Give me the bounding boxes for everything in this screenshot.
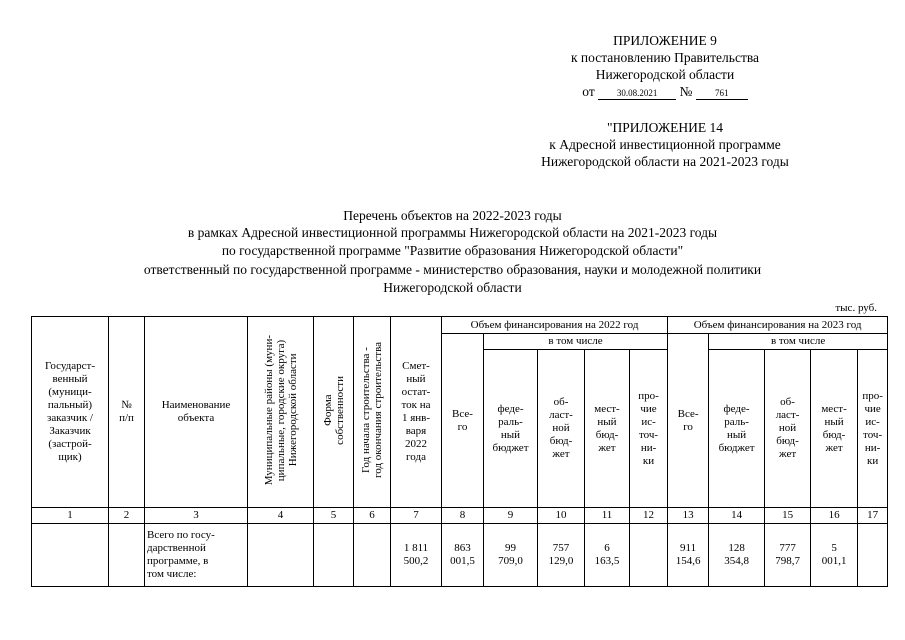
col-number: 14: [709, 508, 765, 524]
cell-num: [109, 524, 145, 587]
col-number: 15: [765, 508, 811, 524]
col-number: 10: [538, 508, 585, 524]
col-number: 7: [391, 508, 442, 524]
header-total-2022: Все- го: [442, 334, 484, 508]
header-federal-2022: феде- раль- ный бюджет: [484, 350, 538, 508]
doc-title-line1: Перечень объектов на 2022-2023 годы: [343, 208, 562, 223]
header-regional-2023: об- ласт- ной бюд- жет: [765, 350, 811, 508]
appendix-14-line3: Нижегородской области на 2021-2023 годы: [541, 154, 789, 169]
decree-date: 30.08.2021: [598, 88, 676, 100]
col-number: 5: [314, 508, 354, 524]
objects-table: [31, 316, 888, 587]
header-ownership-cell: [314, 317, 354, 508]
number-label: №: [679, 84, 693, 99]
col-number: 12: [630, 508, 668, 524]
doc-title-line4: ответственный по государственной программе - министерство образования, науки и молодежной политики: [143, 262, 762, 277]
header-row-1: [32, 317, 888, 334]
units-label: тыс. руб.: [835, 302, 877, 314]
cell-total-2022: 863 001,5: [442, 524, 484, 587]
cell-name: Всего по госу- дарственной программе, в том числе:: [145, 524, 248, 587]
header-years-cell: [354, 317, 391, 508]
header-total-2023: Все- го: [668, 334, 709, 508]
col-number: 11: [585, 508, 630, 524]
col-number: 13: [668, 508, 709, 524]
appendix-9-line2: к постановлению Правительства: [570, 50, 760, 65]
column-number-row: [32, 508, 888, 524]
header-districts: Муниципальные районы (муни- ципальные, городские округа) Нижегородской области: [262, 334, 299, 486]
header-districts-cell: [248, 317, 314, 508]
cell-regional-2022: 757 129,0: [538, 524, 585, 587]
cell-estimate: 1 811 500,2: [391, 524, 442, 587]
col-number: 2: [109, 508, 145, 524]
col-number: 17: [858, 508, 888, 524]
header-estimate: Смет- ный остат- ток на 1 янв- варя 2022 года: [391, 317, 442, 508]
cell-other-2023: [858, 524, 888, 587]
col-number: 1: [32, 508, 109, 524]
cell-total-2023: 911 154,6: [668, 524, 709, 587]
doc-title-line2: в рамках Адресной инвестиционной программы Нижегородской области на 2021-2023 годы: [187, 225, 718, 240]
table-row: [32, 524, 888, 587]
header-other-2022: про- чие ис- точ- ни- ки: [630, 350, 668, 508]
col-number: 3: [145, 508, 248, 524]
header-regional-2022: об- ласт- ной бюд- жет: [538, 350, 585, 508]
from-label: от: [582, 84, 595, 99]
decree-number: 761: [696, 88, 748, 100]
cell-local-2023: 5 001,1: [811, 524, 858, 587]
cell-years: [354, 524, 391, 587]
cell-ownership: [314, 524, 354, 587]
cell-federal-2023: 128 354,8: [709, 524, 765, 587]
header-name: Наименование объекта: [145, 317, 248, 508]
doc-title-line3: по государственной программе "Развитие образования Нижегородской области": [221, 243, 684, 258]
col-number: 9: [484, 508, 538, 524]
appendix-9-line3: Нижегородской области: [595, 67, 735, 82]
cell-local-2022: 6 163,5: [585, 524, 630, 587]
header-incl-2022: в том числе: [484, 334, 668, 350]
header-local-2023: мест- ный бюд- жет: [811, 350, 858, 508]
header-local-2022: мест- ный бюд- жет: [585, 350, 630, 508]
header-fin-2023: Объем финансирования на 2023 год: [668, 317, 888, 334]
header-ownership: Форма собственности: [321, 375, 346, 445]
col-number: 16: [811, 508, 858, 524]
cell-federal-2022: 99 709,0: [484, 524, 538, 587]
col-number: 4: [248, 508, 314, 524]
doc-title-line5: Нижегородской области: [383, 280, 522, 295]
decree-line: [520, 84, 810, 100]
header-customer: Государст- венный (муници- пальный) заказчик / Заказчик (застрой- щик): [32, 317, 109, 508]
appendix-14-title: "ПРИЛОЖЕНИЕ 14: [606, 120, 724, 135]
header-num: № п/п: [109, 317, 145, 508]
col-number: 6: [354, 508, 391, 524]
col-number: 8: [442, 508, 484, 524]
cell-other-2022: [630, 524, 668, 587]
header-years: Год начала строительства - год окончания строительства: [360, 342, 384, 478]
appendix-9-title: ПРИЛОЖЕНИЕ 9: [613, 33, 717, 48]
cell-customer: [32, 524, 109, 587]
header-incl-2023: в том числе: [709, 334, 888, 350]
header-other-2023: про- чие ис- точ- ни- ки: [858, 350, 888, 508]
cell-regional-2023: 777 798,7: [765, 524, 811, 587]
header-fin-2022: Объем финансирования на 2022 год: [442, 317, 668, 334]
cell-districts: [248, 524, 314, 587]
header-federal-2023: феде- раль- ный бюджет: [709, 350, 765, 508]
appendix-14-line2: к Адресной инвестиционной программе: [549, 137, 781, 152]
